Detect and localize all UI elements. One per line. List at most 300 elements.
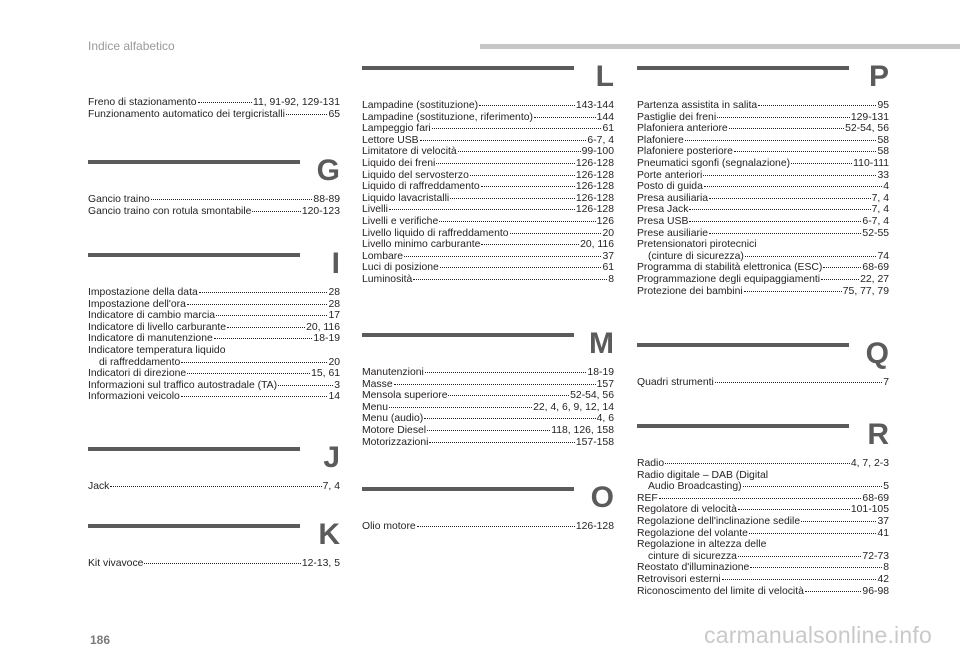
dot-leader xyxy=(420,140,587,141)
dot-leader xyxy=(703,175,876,176)
entry-list xyxy=(88,481,340,493)
entry-pages: 75, 77, 79 xyxy=(842,285,889,297)
dot-leader xyxy=(743,486,883,487)
entry-term: Indicatore di livello carburante xyxy=(88,321,227,333)
entry-term: Indicatore di cambio marcia xyxy=(88,310,216,322)
index-section-i xyxy=(88,247,340,403)
index-entry xyxy=(637,251,889,263)
entry-term: Informazioni veicolo xyxy=(88,391,180,403)
dot-leader xyxy=(198,102,252,103)
index-section-continued xyxy=(88,97,340,120)
index-entry xyxy=(637,204,889,216)
entry-term: Impostazione della data xyxy=(88,287,198,298)
dot-leader xyxy=(458,151,581,152)
entry-pages: 88-89 xyxy=(313,194,340,205)
index-entry xyxy=(88,299,340,311)
header-title: Indice alfabetico xyxy=(88,39,175,53)
index-entry xyxy=(88,322,340,334)
index-entry xyxy=(88,391,340,403)
index-entry xyxy=(362,112,614,124)
index-entry xyxy=(88,357,340,369)
section-rule xyxy=(362,487,574,491)
dot-leader xyxy=(689,209,870,210)
entry-term: Indicatore temperatura liquido xyxy=(88,344,226,356)
index-entry xyxy=(88,333,340,345)
entry-pages: 11, 91-92, 129-131 xyxy=(252,97,340,108)
entry-pages: 120-123 xyxy=(301,205,340,217)
entry-pages: 52-54, 56 xyxy=(845,123,889,135)
index-section-j xyxy=(88,441,340,493)
dot-leader xyxy=(801,521,876,522)
entry-term: Audio Broadcasting) xyxy=(648,481,742,493)
entry-pages: 126-128 xyxy=(575,192,614,204)
entry-pages: 7, 4 xyxy=(871,204,889,216)
entry-term: Motore Diesel xyxy=(362,424,427,436)
index-entry xyxy=(362,402,614,414)
entry-term: Presa Jack xyxy=(637,204,689,216)
entry-pages: 157-158 xyxy=(575,436,614,448)
index-entry xyxy=(637,112,889,124)
dot-leader xyxy=(214,338,313,339)
entry-pages: 22, 4, 6, 9, 12, 14 xyxy=(533,401,614,413)
dot-leader xyxy=(729,128,844,129)
dot-leader xyxy=(429,442,574,443)
index-entry xyxy=(637,286,889,298)
entry-term: Impostazione dell'ora xyxy=(88,298,186,310)
entry-pages: 129-131 xyxy=(850,111,889,123)
entry-term: Presa USB xyxy=(637,215,689,227)
index-entry xyxy=(637,193,889,205)
index-entry xyxy=(88,345,340,357)
dot-leader xyxy=(450,198,575,199)
index-entry xyxy=(637,458,889,470)
entry-pages: 126-128 xyxy=(575,204,614,216)
section-letter: I xyxy=(331,247,340,280)
entry-term: Plafoniera anteriore xyxy=(637,123,728,135)
entry-list xyxy=(362,100,614,286)
entry-term: Prese ausiliarie xyxy=(637,227,709,239)
dot-leader xyxy=(439,221,595,222)
dot-leader xyxy=(187,304,328,305)
entry-pages: 58 xyxy=(877,134,889,146)
index-entry xyxy=(88,97,340,109)
entry-pages: 118, 126, 158 xyxy=(551,424,614,436)
dot-leader xyxy=(389,209,575,210)
entry-term: Regolazione dell'inclinazione sedile xyxy=(637,515,801,527)
entry-term: Olio motore xyxy=(362,521,416,532)
entry-term: Lombare xyxy=(362,250,404,262)
entry-pages: 8 xyxy=(883,562,889,574)
entry-term: Radio xyxy=(637,458,665,469)
index-entry xyxy=(637,562,889,574)
entry-term: REF xyxy=(637,492,658,504)
index-entry xyxy=(362,193,614,205)
entry-pages: 12-13, 5 xyxy=(301,558,340,569)
entry-term: Porte anteriori xyxy=(637,169,703,181)
dot-leader xyxy=(750,567,882,568)
index-entry xyxy=(362,100,614,112)
dot-leader xyxy=(427,430,550,431)
dot-leader xyxy=(481,244,579,245)
entry-pages: 4, 7, 2-3 xyxy=(850,458,889,469)
entry-term: Radio digitale – DAB (Digital xyxy=(637,469,769,481)
entry-term: di raffreddamento xyxy=(99,356,181,368)
dot-leader xyxy=(510,233,602,234)
entry-term: Motorizzazioni xyxy=(362,436,429,448)
entry-pages: 72-73 xyxy=(862,550,889,562)
entry-term: Presa ausiliaria xyxy=(637,192,709,204)
entry-pages: 6-7, 4 xyxy=(862,215,889,227)
index-section-q xyxy=(637,337,889,389)
index-section-g xyxy=(88,154,340,217)
section-header xyxy=(637,337,889,377)
dot-leader xyxy=(715,382,882,383)
dot-leader xyxy=(704,186,882,187)
index-entry xyxy=(637,170,889,182)
index-entry xyxy=(362,181,614,193)
entry-list xyxy=(637,100,889,297)
index-entry xyxy=(637,135,889,147)
entry-term: Liquido di raffreddamento xyxy=(362,181,480,193)
index-entry xyxy=(362,146,614,158)
index-entry xyxy=(637,586,889,598)
dot-leader xyxy=(823,267,861,268)
index-entry xyxy=(637,516,889,528)
entry-term: Lampadine (sostituzione) xyxy=(362,100,479,111)
index-section-l xyxy=(362,60,614,286)
index-entry xyxy=(637,123,889,135)
index-entry xyxy=(362,413,614,425)
entry-term: Programma di stabilità elettronica (ESC) xyxy=(637,262,823,274)
section-rule xyxy=(637,424,849,428)
entry-pages: 6-7, 4 xyxy=(587,134,614,146)
index-entry xyxy=(637,539,889,551)
section-rule xyxy=(637,343,849,347)
watermark: carmanualsonline.info xyxy=(704,622,932,648)
dot-leader xyxy=(286,114,327,115)
dot-leader xyxy=(252,211,300,212)
section-header xyxy=(362,327,614,367)
index-entry xyxy=(362,204,614,216)
section-rule xyxy=(362,66,574,70)
entry-list xyxy=(637,377,889,389)
entry-pages: 96-98 xyxy=(862,585,889,597)
section-rule xyxy=(88,253,300,257)
section-rule xyxy=(637,66,849,70)
entry-pages: 37 xyxy=(877,515,889,527)
dot-leader xyxy=(659,498,862,499)
dot-leader xyxy=(722,579,877,580)
section-letter: O xyxy=(590,481,614,514)
dot-leader xyxy=(440,267,602,268)
entry-term: Plafoniere posteriore xyxy=(637,146,733,158)
entry-term: Lettore USB xyxy=(362,134,419,146)
page-number: 186 xyxy=(90,633,111,647)
dot-leader xyxy=(181,362,327,363)
entry-term: Liquido del servosterzo xyxy=(362,169,469,181)
entry-pages: 52-54, 56 xyxy=(570,390,614,402)
entry-pages: 3 xyxy=(334,379,340,391)
entry-term: Protezione dei bambini xyxy=(637,285,743,297)
entry-pages: 143-144 xyxy=(575,100,614,111)
index-entry xyxy=(637,528,889,540)
entry-pages: 28 xyxy=(328,287,340,298)
index-entry xyxy=(637,262,889,274)
section-header xyxy=(637,60,889,100)
index-entry xyxy=(637,228,889,240)
dot-leader xyxy=(181,396,328,397)
entry-term: (cinture di sicurezza) xyxy=(648,250,744,262)
entry-term: Limitatore di velocità xyxy=(362,146,457,158)
dot-leader xyxy=(791,163,852,164)
entry-term: Gancio traino xyxy=(88,194,150,205)
entry-term: Kit vivavoce xyxy=(88,558,144,569)
entry-pages: 68-69 xyxy=(862,492,889,504)
section-letter: Q xyxy=(865,337,889,370)
dot-leader xyxy=(821,279,859,280)
entry-pages: 99-100 xyxy=(581,146,614,158)
entry-term: Jack xyxy=(88,481,110,492)
entry-term: Masse xyxy=(362,378,393,390)
entry-term: Indicatore di manutenzione xyxy=(88,333,213,345)
entry-pages: 14 xyxy=(328,391,340,403)
entry-list xyxy=(362,521,614,533)
entry-term: Manutenzioni xyxy=(362,367,424,378)
dot-leader xyxy=(110,486,321,487)
entry-term: Retrovisori esterni xyxy=(637,573,721,585)
entry-pages: 18-19 xyxy=(587,367,614,378)
entry-term: Liquido lavacristalli xyxy=(362,192,450,204)
entry-term: Gancio traino con rotula smontabile xyxy=(88,205,252,217)
dot-leader xyxy=(479,105,575,106)
entry-pages: 126-128 xyxy=(575,169,614,181)
entry-pages: 7, 4 xyxy=(322,481,340,492)
dot-leader xyxy=(805,591,862,592)
index-entry xyxy=(637,470,889,482)
entry-term: Plafoniere xyxy=(637,134,684,146)
index-entry xyxy=(88,310,340,322)
entry-pages: 5 xyxy=(883,481,889,493)
index-entry xyxy=(637,239,889,251)
entry-term: Programmazione degli equipaggiamenti xyxy=(637,273,821,285)
entry-term: Freno di stazionamento xyxy=(88,97,197,108)
section-letter: L xyxy=(595,60,614,93)
index-entry xyxy=(88,194,340,206)
index-entry xyxy=(88,287,340,299)
index-section-o xyxy=(362,481,614,533)
entry-term: Regolazione del volante xyxy=(637,527,748,539)
index-entry xyxy=(362,425,614,437)
dot-leader xyxy=(216,315,327,316)
index-entry xyxy=(637,146,889,158)
section-header xyxy=(88,247,340,287)
index-entry xyxy=(362,135,614,147)
dot-leader xyxy=(665,463,850,464)
entry-pages: 33 xyxy=(877,169,889,181)
dot-leader xyxy=(199,292,328,293)
entry-pages: 144 xyxy=(596,111,614,123)
entry-term: Liquido dei freni xyxy=(362,157,436,169)
section-header xyxy=(88,441,340,481)
entry-term: Mensola superiore xyxy=(362,390,448,402)
section-letter: G xyxy=(316,154,340,187)
index-entry xyxy=(88,380,340,392)
entry-pages: 95 xyxy=(877,100,889,111)
entry-pages: 20, 116 xyxy=(306,321,340,333)
index-entry xyxy=(362,158,614,170)
dot-leader xyxy=(424,418,595,419)
section-rule xyxy=(88,160,300,164)
entry-pages: 20 xyxy=(328,356,340,368)
section-letter: M xyxy=(589,327,614,360)
entry-pages: 18-19 xyxy=(313,333,340,345)
index-section-r xyxy=(637,418,889,597)
section-header xyxy=(362,481,614,521)
index-entry xyxy=(362,239,614,251)
entry-pages: 20 xyxy=(602,227,614,239)
dot-leader xyxy=(417,526,575,527)
index-entry xyxy=(637,274,889,286)
section-letter: J xyxy=(323,441,340,474)
index-entry xyxy=(637,574,889,586)
entry-pages: 7 xyxy=(883,377,889,388)
index-entry xyxy=(362,521,614,533)
entry-pages: 101-105 xyxy=(850,504,889,516)
index-entry xyxy=(637,551,889,563)
index-entry xyxy=(637,504,889,516)
dot-leader xyxy=(144,563,300,564)
entry-pages: 17 xyxy=(328,310,340,322)
dot-leader xyxy=(709,198,871,199)
dot-leader xyxy=(734,151,877,152)
index-entry xyxy=(637,481,889,493)
entry-pages: 61 xyxy=(602,123,614,135)
section-rule xyxy=(362,333,574,337)
dot-leader xyxy=(394,384,596,385)
index-entry xyxy=(637,100,889,112)
index-entry xyxy=(362,437,614,449)
section-header xyxy=(88,154,340,194)
entry-term: Livello minimo carburante xyxy=(362,239,481,251)
entry-list xyxy=(362,367,614,448)
entry-pages: 157 xyxy=(596,378,614,390)
entry-term: Menu (audio) xyxy=(362,413,424,425)
index-entry xyxy=(362,170,614,182)
entry-term: Livelli xyxy=(362,204,388,216)
section-letter: R xyxy=(867,418,889,451)
dot-leader xyxy=(749,533,877,534)
entry-pages: 15, 61 xyxy=(311,368,340,380)
section-rule xyxy=(88,524,300,528)
entry-term: Partenza assistita in salita xyxy=(637,100,758,111)
entry-list xyxy=(88,194,340,217)
index-entry xyxy=(88,368,340,380)
entry-term: Indicatori di direzione xyxy=(88,368,187,380)
entry-pages: 126-128 xyxy=(575,157,614,169)
dot-leader xyxy=(744,291,842,292)
entry-term: Lampadine (sostituzione, riferimento) xyxy=(362,111,533,123)
entry-pages: 52-55 xyxy=(862,227,889,239)
dot-leader xyxy=(227,327,305,328)
entry-term: Reostato d'illuminazione xyxy=(637,562,750,574)
index-entry xyxy=(362,251,614,263)
entry-pages: 65 xyxy=(328,108,340,120)
entry-term: Pastiglie dei freni xyxy=(637,111,717,123)
entry-pages: 61 xyxy=(602,262,614,274)
entry-pages: 4, 6 xyxy=(596,413,614,425)
index-entry xyxy=(88,558,340,570)
entry-term: Luci di posizione xyxy=(362,262,439,274)
dot-leader xyxy=(745,256,877,257)
entry-pages: 126-128 xyxy=(575,521,614,532)
index-entry xyxy=(88,109,340,121)
index-entry xyxy=(362,123,614,135)
entry-term: Posto di guida xyxy=(637,181,703,193)
entry-pages: 8 xyxy=(608,273,614,285)
entry-pages: 37 xyxy=(602,250,614,262)
dot-leader xyxy=(534,117,596,118)
entry-term: Informazioni sul traffico autostradale (TA) xyxy=(88,379,278,391)
dot-leader xyxy=(432,128,602,129)
dot-leader xyxy=(470,175,575,176)
entry-pages: 74 xyxy=(877,250,889,262)
section-letter: K xyxy=(318,518,340,551)
index-entry xyxy=(637,377,889,389)
dot-leader xyxy=(425,372,587,373)
section-letter: P xyxy=(868,60,889,93)
index-entry xyxy=(362,274,614,286)
index-entry xyxy=(362,216,614,228)
dot-leader xyxy=(689,221,861,222)
index-entry xyxy=(637,181,889,193)
entry-pages: 110-111 xyxy=(853,157,889,169)
dot-leader xyxy=(187,373,310,374)
dot-leader xyxy=(709,233,861,234)
index-entry xyxy=(362,228,614,240)
entry-pages: 42 xyxy=(877,573,889,585)
entry-list xyxy=(88,97,340,120)
index-section-m xyxy=(362,327,614,448)
entry-list xyxy=(637,458,889,597)
entry-term: Livelli e verifiche xyxy=(362,215,439,227)
dot-leader xyxy=(436,163,574,164)
entry-pages: 22, 27 xyxy=(860,273,889,285)
dot-leader xyxy=(413,279,607,280)
header-bar xyxy=(480,44,960,49)
entry-term: cinture di sicurezza xyxy=(648,550,737,562)
entry-term: Riconoscimento del limite di velocità xyxy=(637,585,804,597)
dot-leader xyxy=(404,256,601,257)
index-entry xyxy=(637,158,889,170)
entry-pages: 4 xyxy=(883,181,889,193)
entry-term: Pretensionatori pirotecnici xyxy=(637,239,757,251)
entry-pages: 58 xyxy=(877,146,889,158)
entry-pages: 41 xyxy=(877,527,889,539)
entry-term: Quadri strumenti xyxy=(637,377,714,388)
index-entry xyxy=(637,493,889,505)
dot-leader xyxy=(448,395,569,396)
dot-leader xyxy=(758,105,876,106)
index-entry xyxy=(637,216,889,228)
entry-term: Menu xyxy=(362,401,388,413)
index-entry xyxy=(362,390,614,402)
index-entry xyxy=(362,379,614,391)
dot-leader xyxy=(389,407,532,408)
index-entry xyxy=(362,262,614,274)
entry-term: Funzionamento automatico dei tergicristalli xyxy=(88,108,285,120)
index-entry xyxy=(88,206,340,218)
section-rule xyxy=(88,447,300,451)
